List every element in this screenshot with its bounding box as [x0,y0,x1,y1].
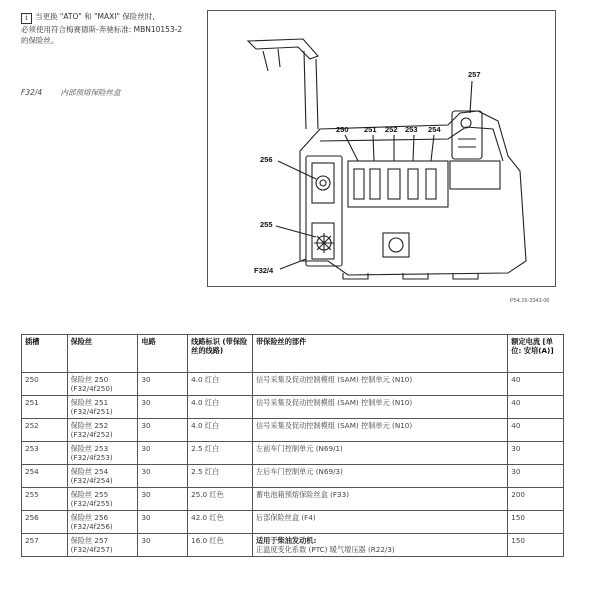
component-cell: 后部保险丝盒 (F4) [252,511,507,534]
callout-f32-4: F32/4 [254,266,274,275]
fuse-256-housing [312,163,334,203]
component-cell: 信号采集及促动控制模组 (SAM) 控制单元 (N10) [252,396,507,419]
fuse-cell: 保险丝 251 (F32/4f251) [67,396,138,419]
table-row [22,534,564,557]
header-fuse: 保险丝 [67,335,138,373]
dial [389,238,403,252]
header-component: 带保险丝的部件 [252,335,507,373]
rating-cell: 40 [508,396,564,419]
fuse-box-drawing [208,11,555,286]
fuse-253 [408,169,418,199]
wire-cell: 16.0 红色 [188,534,253,557]
wire-cell: 4.0 红白 [188,396,253,419]
table-row [22,373,564,396]
rating-cell: 40 [508,419,564,442]
fuse-cell: 保险丝 257 (F32/4f257) [67,534,138,557]
component-cell: 蓄电池箱预熔保险丝盒 (F33) [252,488,507,511]
slot-cell: 253 [22,442,68,465]
component-cell [252,534,507,557]
wire-cell: 42.0 红色 [188,511,253,534]
callout-254: 254 [428,125,441,134]
info-icon: i [21,13,32,24]
fuse-assignment-table [21,334,564,557]
fuse-standard-note [21,11,201,46]
slot-cell: 251 [22,396,68,419]
slot-cell: 255 [22,488,68,511]
fuse-250 [354,169,364,199]
fuse-row-250-254 [348,161,448,207]
bracket-post [304,51,318,129]
wire-cell: 2.5 红白 [188,465,253,488]
fuse-box-diagram [207,10,556,287]
side-connector [450,161,500,189]
callout-257: 257 [468,70,481,79]
component-cell: 左前车门控制单元 (N69/1) [252,442,507,465]
fuse-256-screw [316,176,330,190]
circuit-cell: 30 [138,419,188,442]
callout-256: 256 [260,155,273,164]
figure-title: 内部预熔保险丝盒 [60,88,121,97]
figure-label [21,87,121,98]
wire-cell: 4.0 红白 [188,373,253,396]
slot-cell: 250 [22,373,68,396]
circuit-cell: 30 [138,511,188,534]
rating-cell: 150 [508,511,564,534]
circuit-cell: 30 [138,442,188,465]
slot-cell: 252 [22,419,68,442]
circuit-cell: 30 [138,465,188,488]
fuse-cell: 保险丝 250 (F32/4f250) [67,373,138,396]
slot-cell: 254 [22,465,68,488]
callout-250: 250 [336,125,349,134]
callout-253: 253 [405,125,418,134]
figure-code: P54.15-3343-06 [510,298,550,304]
circuit-cell: 30 [138,534,188,557]
circuit-cell: 30 [138,396,188,419]
bracket-arm [248,39,318,59]
header-rating: 额定电流 [单位: 安培(A)] [508,335,564,373]
bracket-lines [263,49,280,71]
slot-cell: 256 [22,511,68,534]
component-cell: 信号采集及促动控制模组 (SAM) 控制单元 (N10) [252,419,507,442]
callout-252: 252 [385,125,398,134]
wire-cell: 25.0 红色 [188,488,253,511]
rating-cell: 40 [508,373,564,396]
table-row [22,396,564,419]
table-row [22,488,564,511]
wire-cell: 2.5 红白 [188,442,253,465]
fuse-cell: 保险丝 256 (F32/4f256) [67,511,138,534]
wire-cell: 4.0 红白 [188,419,253,442]
callout-251: 251 [364,125,377,134]
fuse-254 [426,169,436,199]
dial-housing [383,233,409,257]
fuse-252 [388,169,400,199]
rating-cell: 200 [508,488,564,511]
table-row [22,465,564,488]
fuse-cell: 保险丝 255 (F32/4f255) [67,488,138,511]
fuse-cell: 保险丝 254 (F32/4f254) [67,465,138,488]
table-row [22,511,564,534]
fuse-251 [370,169,380,199]
component-condition: 适用于柴油发动机: [255,536,317,545]
component-cell: 信号采集及促动控制模组 (SAM) 控制单元 (N10) [252,373,507,396]
table-row [22,442,564,465]
circuit-cell: 30 [138,373,188,396]
rating-cell: 150 [508,534,564,557]
header-circuit: 电路 [138,335,188,373]
header-wire: 线路标识 (带保险丝的线路) [188,335,253,373]
header-slot: 插槽 [22,335,68,373]
fuse-cell: 保险丝 252 (F32/4f252) [67,419,138,442]
component-cell: 左后车门控制单元 (N69/3) [252,465,507,488]
note-line-1: 当更换 "ATO" 和 "MAXI" 保险丝时, [35,12,155,21]
fuse-cell: 保险丝 253 (F32/4f253) [67,442,138,465]
circuit-cell: 30 [138,488,188,511]
callout-255: 255 [260,220,273,229]
rating-cell: 30 [508,442,564,465]
component-detail: 正温度变化系数 (PTC) 暖气增压器 (R22/3) [255,545,395,554]
rating-cell: 30 [508,465,564,488]
table-row [22,419,564,442]
note-line-3: 的保险丝。 [21,36,59,45]
note-line-2: 必须使用符合梅赛德斯-奔驰标准: MBN10153-2 [21,25,183,34]
table-header-row [22,335,564,373]
figure-id: F32/4 [21,88,43,97]
slot-cell: 257 [22,534,68,557]
